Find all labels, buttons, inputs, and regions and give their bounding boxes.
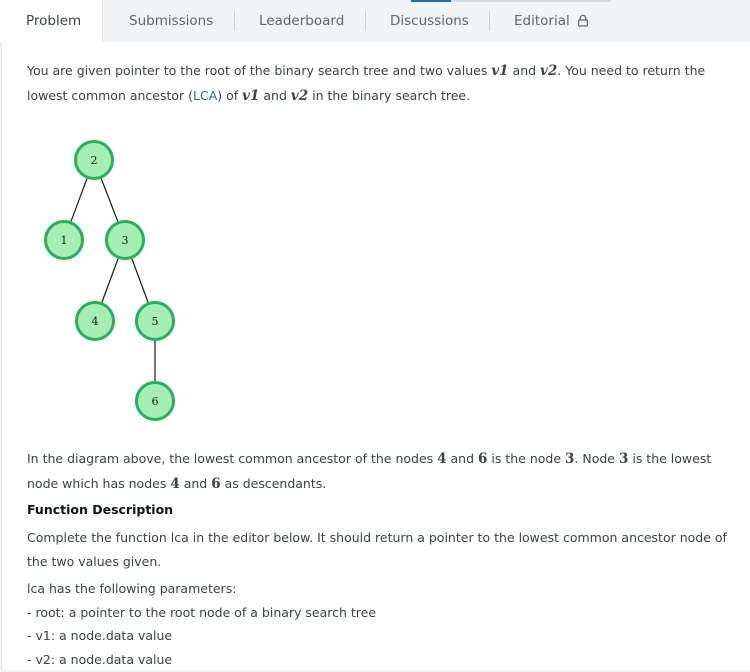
- tree-node-label: 5: [151, 315, 159, 328]
- tree-edge-3-4: [102, 259, 118, 302]
- explain-text: is the lowest node which has nodes: [27, 451, 712, 491]
- diagram-explanation: [27, 447, 732, 496]
- tree-node-label: 3: [121, 234, 129, 247]
- tab-divider: [365, 11, 366, 31]
- tree-node-4: [77, 303, 114, 340]
- tree-node-1: [46, 222, 83, 259]
- math-v2: v2: [290, 87, 309, 104]
- math-node: 4: [170, 475, 180, 492]
- lock-icon: [577, 2, 589, 44]
- math-node: 3: [618, 451, 629, 467]
- tab-editorial-label: Editorial: [514, 13, 570, 29]
- tree-node-5: [137, 303, 174, 340]
- parameter-v2: - v2: a node.data value: [27, 652, 173, 667]
- tab-submissions-label: Submissions: [129, 13, 214, 29]
- tree-node-3: [107, 222, 144, 259]
- tree-node-label: 6: [151, 395, 159, 408]
- function-description-heading: Function Description: [27, 502, 174, 517]
- tab-discussions-label: Discussions: [390, 13, 469, 29]
- function-description-body: Complete the function lca in the editor below. It should return a pointer to the lowest common ancestor node of the two values given.: [27, 530, 727, 569]
- explain-text: . Node: [574, 451, 619, 466]
- tree-edge-2-1: [71, 179, 87, 222]
- math-node: 3: [565, 451, 575, 467]
- tab-divider: [234, 11, 235, 31]
- explain-text: is the node: [487, 451, 566, 466]
- explain-text: In the diagram above, the lowest common ancestor of the nodes: [27, 451, 438, 466]
- intro-text: ) of: [217, 87, 243, 103]
- tab-discussions[interactable]: [390, 0, 469, 42]
- tree-edge-2-3: [101, 179, 118, 222]
- tab-submissions[interactable]: [129, 0, 213, 42]
- problem-tab-bar: [0, 0, 750, 43]
- tree-node-label: 1: [60, 234, 68, 247]
- parameter-v1: - v1: a node.data value: [27, 628, 173, 643]
- tab-divider: [489, 11, 490, 31]
- math-node: 6: [478, 451, 488, 467]
- tree-node-2: [76, 142, 113, 179]
- intro-text: in the binary search tree.: [308, 87, 471, 103]
- math-node: 4: [437, 451, 447, 467]
- tree-edge-3-5: [132, 259, 148, 302]
- tab-leaderboard-label: Leaderboard: [259, 13, 345, 29]
- tree-node-6: [137, 383, 174, 420]
- math-node: 6: [211, 475, 221, 492]
- tab-problem[interactable]: [0, 0, 103, 42]
- tab-problem-label: Problem: [26, 13, 82, 29]
- parameter-root: - root: a pointer to the root node of a binary search tree: [27, 605, 377, 620]
- tab-leaderboard[interactable]: [259, 0, 344, 42]
- parameters-intro: lca has the following parameters:: [27, 581, 237, 596]
- lca-link[interactable]: LCA: [193, 87, 218, 103]
- tree-node-label: 2: [90, 154, 98, 167]
- math-v1: v1: [242, 87, 260, 104]
- tree-node-label: 4: [91, 315, 99, 328]
- explain-text: and: [179, 475, 212, 491]
- intro-text: . You need to return the lowest common ancestor (: [27, 63, 706, 103]
- problem-statement: [1, 42, 750, 670]
- intro-text: You are given pointer to the root of the binary search tree and two values: [27, 63, 492, 78]
- intro-text: and: [508, 63, 541, 78]
- tab-editorial[interactable]: [514, 0, 589, 42]
- explain-text: as descendants.: [220, 475, 327, 491]
- binary-search-tree-diagram: [2, 42, 750, 442]
- explain-text: and: [446, 451, 479, 466]
- math-v1: v1: [491, 63, 509, 79]
- math-v2: v2: [540, 63, 558, 79]
- intro-text: and: [259, 87, 291, 103]
